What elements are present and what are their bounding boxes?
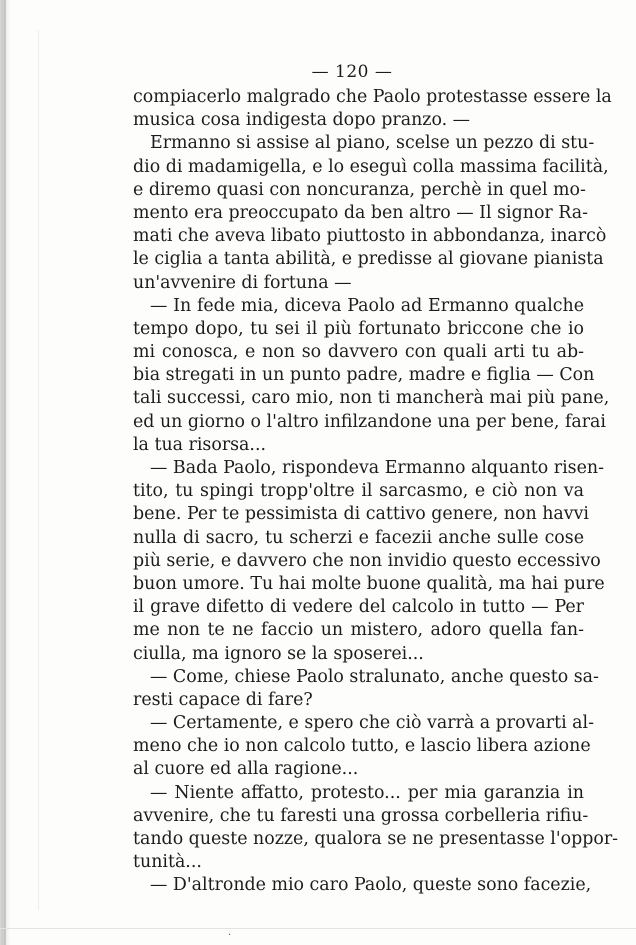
text-line: bene. Per te pessimista di cattivo genere, non havvi — [133, 504, 589, 525]
text-line: tempo dopo, tu sei il più fortunato briccone che io — [133, 318, 584, 339]
text-line: il grave difetto di vedere del calcolo in tutto — Per — [133, 597, 584, 618]
text-line: tali successi, caro mio, non ti mancherà mai più pane, — [133, 388, 610, 409]
text-line: bia stregati in un punto padre, madre e figlia — Con — [133, 365, 595, 386]
page-number: — 120 — — [311, 62, 393, 82]
spine-edge — [4, 0, 6, 945]
body-text — [133, 86, 619, 898]
print-speck: · — [228, 930, 232, 941]
text-line: resti capace di fare? — [133, 689, 313, 710]
text-line: — Come, chiese Paolo stralunato, anche questo sa- — [150, 666, 599, 687]
page-margin-line — [38, 30, 39, 910]
text-line: — Bada Paolo, rispondeva Ermanno alquanto risen- — [150, 458, 604, 478]
text-line: tunità... — [133, 852, 202, 873]
text-line: mento era preoccupato da ben altro — Il signor Ra- — [133, 202, 589, 223]
text-line: un'avvenire di fortuna — — [133, 272, 352, 293]
page-bottom-edge — [0, 928, 636, 929]
text-line: Ermanno si assise al piano, scelse un pezzo di stu- — [150, 133, 595, 154]
text-line: e diremo quasi con noncuranza, perchè in quel mo- — [133, 179, 586, 200]
text-line: compiacerlo malgrado che Paolo protestasse essere la — [133, 87, 612, 107]
text-line: musica cosa indigesta dopo pranzo. — — [133, 110, 471, 131]
text-line: dio di madamigella, e lo eseguì colla massima facilità, — [133, 156, 609, 177]
text-line: ciulla, ma ignoro se la sposerei... — [133, 643, 424, 664]
text-line: più serie, e davvero che non invidio questo eccessivo — [133, 550, 601, 571]
text-line: ed un giorno o l'altro infilzandone una per bene, farai — [133, 411, 606, 432]
text-line: tito, tu spingi tropp'oltre il sarcasmo, e ciò non va — [133, 481, 584, 502]
text-line: — In fede mia, diceva Paolo ad Ermanno qualche — [150, 295, 584, 316]
text-line: buon umore. Tu hai molte buone qualità, ma hai pure — [133, 573, 605, 594]
text-line: mi conosca, e non so davvero con quali arti tu ab- — [133, 342, 584, 363]
text-line: tando queste nozze, qualora se ne presentasse l'oppor- — [133, 829, 619, 849]
text-line: meno che io non calcolo tutto, e lascio libera azione — [133, 736, 591, 757]
text-line: mati che aveva libato piuttosto in abbondanza, inarcò — [133, 226, 607, 247]
text-line: avvenire, che tu faresti una grossa corbelleria rifiu- — [133, 805, 589, 826]
text-line: nulla di sacro, tu scherzi e facezii anche sulle cose — [133, 527, 584, 548]
text-line: — Certamente, e spero che ciò varrà a provarti al- — [150, 713, 594, 734]
text-line: me non te ne faccio un mistero, adoro quella fan- — [133, 620, 584, 641]
text-line: le ciglia a tanta abilità, e predisse al giovane pianista — [133, 249, 604, 270]
text-line: la tua risorsa... — [133, 434, 267, 455]
text-line: — Niente affatto, protesto... per mia garanzia in — [150, 782, 584, 803]
text-line: al cuore ed alla ragione... — [133, 759, 359, 780]
text-line: — D'altronde mio caro Paolo, queste sono facezie, — [150, 875, 592, 896]
